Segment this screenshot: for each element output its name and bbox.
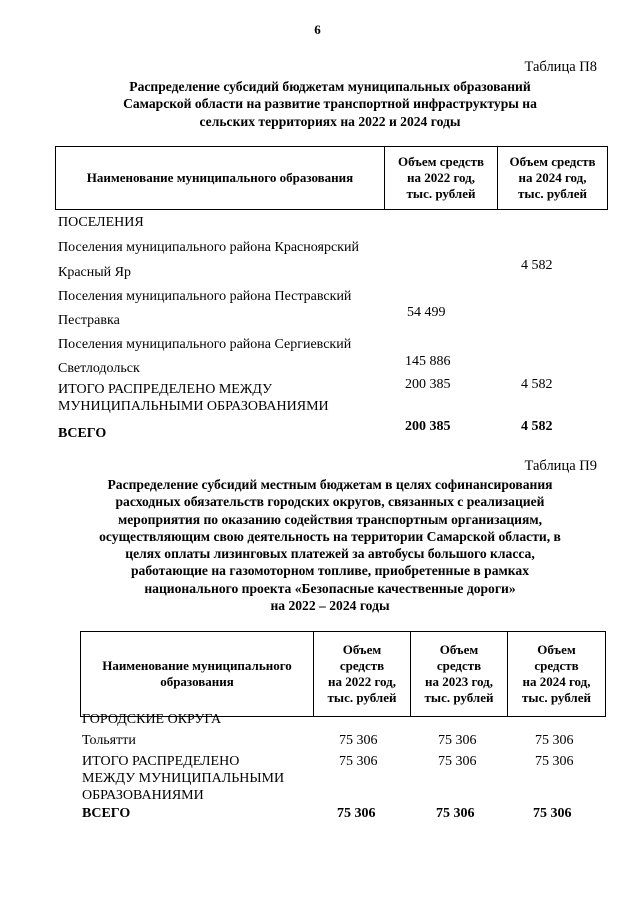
header-line: тыс. рублей [327, 690, 397, 705]
header-line: тыс. рублей [406, 186, 476, 201]
header-line: на 2024 год, [522, 674, 591, 689]
itogo-label: ИТОГО РАСПРЕДЕЛЕНО [82, 754, 240, 769]
total-2024: 4 582 [521, 419, 553, 434]
settlement-name: Светлодольск [58, 361, 140, 376]
itogo-2024: 4 582 [521, 377, 553, 392]
title-line: расходных обязательств городских округов, связанных с реализацией [115, 494, 545, 510]
page-number: 6 [314, 22, 321, 37]
total-2024: 75 306 [533, 806, 572, 821]
itogo-2022: 75 306 [339, 754, 378, 769]
value-2022: 54 499 [407, 305, 446, 320]
header-line: Наименование муниципального [102, 658, 292, 673]
itogo-label: ИТОГО РАСПРЕДЕЛЕНО МЕЖДУ [58, 382, 272, 397]
header-line: средств [436, 658, 482, 673]
district-name: Поселения муниципального района Пестравский [58, 289, 352, 304]
title-line: Распределение субсидий местным бюджетам в целях софинансирования [107, 477, 553, 492]
title-line: осуществляющим свою деятельность на территории Самарской области, в [99, 528, 561, 544]
header-2024 [498, 147, 608, 210]
settlement-name: Красный Яр [58, 265, 131, 280]
settlement-name: Пестравка [58, 313, 120, 328]
header-line: тыс. рублей [522, 690, 591, 705]
header-2023 [411, 632, 508, 717]
value-2024: 75 306 [535, 733, 574, 748]
title-line: национального проекта «Безопасные качественные дороги» [144, 580, 516, 596]
title-line: работающие на газомоторном топливе, приобретенные в рамках [130, 563, 530, 579]
header-line: на 2024 год, [518, 170, 587, 185]
header-line: Объем средств [397, 154, 485, 169]
header-2024 [508, 632, 606, 717]
header-line: Объем [439, 642, 479, 657]
header-municipality [81, 632, 314, 717]
header-municipality: Наименование муниципального образования [56, 147, 385, 210]
itogo-label: МУНИЦИПАЛЬНЫМИ ОБРАЗОВАНИЯМИ [58, 399, 329, 414]
title-line: целях оплаты лизинговых платежей за автобусы большого класса, [125, 546, 535, 562]
header-line: образования [160, 674, 234, 689]
header-line: Объем средств [509, 154, 596, 169]
header-line: Объем [342, 642, 382, 657]
header-line: на 2022 год, [327, 674, 397, 689]
itogo-2024: 75 306 [535, 754, 574, 769]
header-line: на 2022 год, [406, 170, 476, 185]
value-2023: 75 306 [438, 733, 477, 748]
table-p9-title [60, 476, 600, 614]
itogo-2022: 200 385 [405, 377, 451, 392]
header-line: на 2023 год, [424, 674, 494, 689]
table-p8-title [60, 78, 600, 130]
title-line: Распределение субсидий бюджетам муниципальных образований [129, 79, 531, 94]
district-name: Поселения муниципального района Сергиевский [58, 337, 352, 352]
table-p8-label: Таблица П8 [524, 59, 597, 75]
header-line: средств [534, 658, 579, 673]
header-2022 [385, 147, 498, 210]
district-name: Поселения муниципального района Красноярский [58, 240, 359, 255]
header-line: Объем [537, 642, 576, 657]
value-2024: 4 582 [521, 258, 553, 273]
total-2022: 75 306 [337, 806, 376, 821]
table-p9-header [80, 631, 606, 717]
header-2022 [314, 632, 411, 717]
total-2022: 200 385 [405, 419, 451, 434]
section-label: ПОСЕЛЕНИЯ [58, 215, 144, 230]
title-line: сельских территориях на 2022 и 2024 годы [199, 113, 461, 129]
itogo-label: МЕЖДУ МУНИЦИПАЛЬНЫМИ [82, 771, 285, 786]
value-2022: 145 886 [405, 354, 451, 369]
itogo-2023: 75 306 [438, 754, 477, 769]
title-line: Самарской области на развитие транспортной инфраструктуры на [123, 96, 537, 112]
total-2023: 75 306 [436, 806, 475, 821]
title-line: на 2022 – 2024 годы [270, 598, 390, 614]
itogo-label: ОБРАЗОВАНИЯМИ [82, 788, 204, 803]
city-name: Тольятти [82, 733, 136, 748]
header-line: тыс. рублей [424, 690, 494, 705]
section-label: ГОРОДСКИЕ ОКРУГА [82, 712, 222, 727]
title-line: мероприятия по оказанию содействия транспортным организациям, [117, 511, 543, 527]
total-label: ВСЕГО [82, 806, 131, 821]
total-label: ВСЕГО [58, 426, 107, 441]
value-2022: 75 306 [339, 733, 378, 748]
header-line: тыс. рублей [518, 186, 587, 201]
table-p8-header [55, 146, 608, 210]
table-p9-label: Таблица П9 [524, 458, 597, 474]
header-line: средств [339, 658, 385, 673]
